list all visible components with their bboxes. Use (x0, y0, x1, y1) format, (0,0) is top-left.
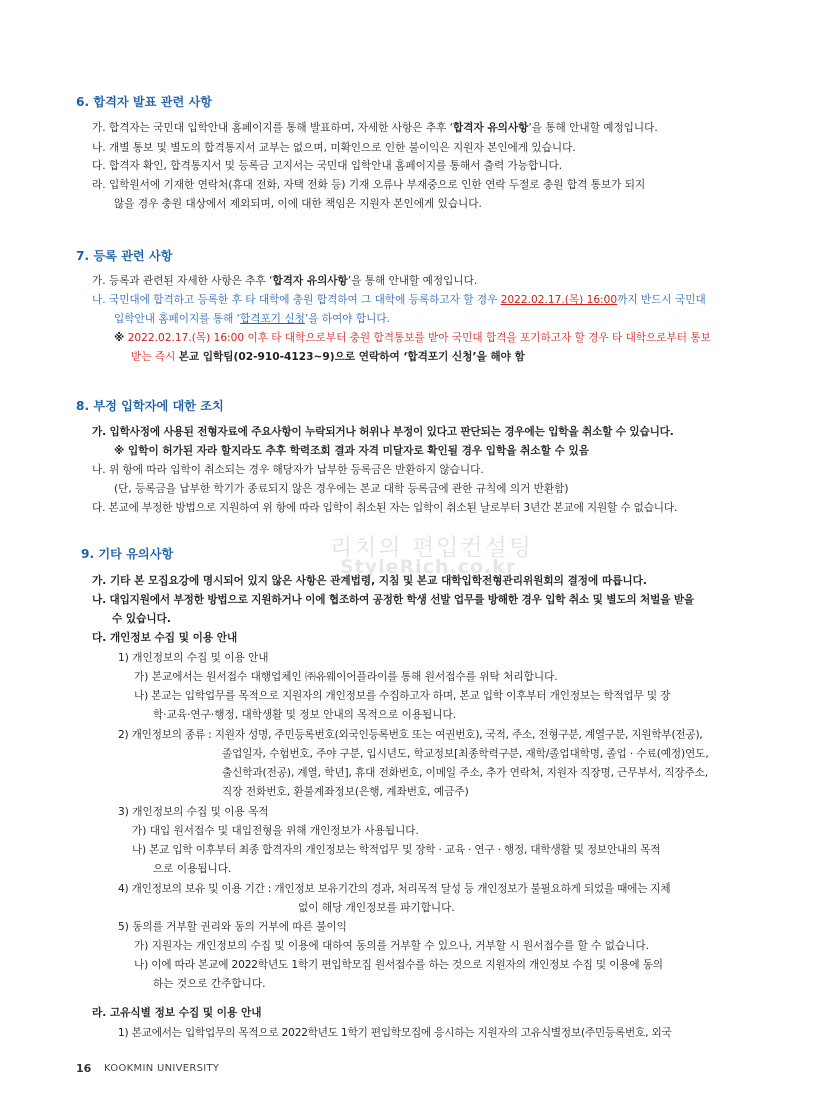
sec9-item-na-line2: 수 있습니다. (112, 613, 171, 625)
sec9-d3: 3) 개인정보의 수집 및 이용 목적 (118, 806, 269, 818)
sec6-item-da: 다. 합격자 확인, 합격통지서 및 등록금 고지서는 국민대 입학안내 홈페이지를 통해서 출력 가능합니다. (92, 160, 563, 172)
sec9-d5: 5) 동의를 거부할 권리와 동의 거부에 따른 불이익 (118, 921, 347, 933)
section-6-title: 6. 합격자 발표 관련 사항 (76, 95, 213, 109)
footer-university: KOOKMIN UNIVERSITY (104, 1063, 220, 1074)
sec8-item-na: 나. 위 항에 따라 입학이 취소되는 경우 해당자가 납부한 등록금은 반환하지 않습니다. (92, 464, 484, 476)
sec9-item-na-line1: 나. 대입지원에서 부정한 방법으로 지원하거나 이에 협조하여 공정한 학생 선발 업무를 방해한 경우 입학 취소 및 별도의 처벌을 받을 (92, 594, 694, 606)
sec8-item-da: 다. 본교에 부정한 방법으로 지원하여 위 항에 따라 입학이 취소된 자는 입학이 취소된 날로부터 3년간 본교에 지원할 수 없습니다. (92, 502, 678, 514)
note-mark-icon: ※ (114, 332, 125, 344)
section-7-title: 7. 등록 관련 사항 (76, 249, 173, 263)
sec9-d4-line1: 4) 개인정보의 보유 및 이용 기간 : 개인정보 보유기간의 경과, 처리목적 달성 등 개인정보가 불필요하게 되었을 때에는 지체 (118, 883, 671, 895)
sec9-d5-ga: 가) 지원자는 개인정보의 수집 및 이용에 대하여 동의를 거부할 수 있으나, 거부할 시 원서접수를 할 수 없습니다. (134, 940, 650, 952)
sec9-d1-na-line2: 학·교육·연구·행정, 대학생활 및 정보 안내의 목적으로 이용됩니다. (153, 709, 457, 721)
sec8-item-ga-note: ※ 입학이 허가된 자라 할지라도 추후 학력조회 결과 자격 미달자로 확인될 경우 입학을 취소할 수 있음 (114, 445, 589, 457)
sec9-d3-na-line2: 으로 이용됩니다. (153, 863, 232, 875)
sec7-item-na-line2: 입학안내 홈페이지를 통해 ‘합격포기 신청’을 하여야 합니다. (114, 313, 390, 325)
sec9-r1: 1) 본교에서는 입학업무의 목적으로 2022학년도 1학기 편입학모집에 응시하는 지원자의 고유식별정보(주민등록번호, 외국 (118, 1027, 672, 1039)
sec7-note-line1: ※ 2022.02.17.(목) 16:00 이후 타 대학으로부터 충원 합격통보를 받아 국민대 합격을 포기하고자 할 경우 타 대학으로부터 통보 (114, 332, 711, 344)
sec9-d1-na-line1: 나) 본교는 입학업무를 목적으로 지원자의 개인정보를 수집하고자 하며, 본교 입학 이후부터 개인정보는 학적업무 및 장 (134, 690, 671, 702)
sec8-item-na-note: (단, 등록금을 납부한 학기가 종료되지 않은 경우에는 본교 대학 등록금에 관한 규칙에 의거 반환함) (114, 483, 569, 495)
sec9-d2-line3: 출신학과(전공), 계열, 학년], 휴대 전화번호, 이메일 주소, 추가 연락처, 지원자 직장명, 근무부서, 직장주소, (222, 767, 709, 779)
sec6-item-na: 나. 개별 통보 및 별도의 합격통지서 교부는 없으며, 미확인으로 인한 불이익은 지원자 본인에게 있습니다. (92, 142, 576, 154)
sec9-d3-na-line1: 나) 본교 입학 이후부터 최종 합격자의 개인정보는 학적업무 및 장학 · 교육 · 연구 · 행정, 대학생활 및 정보안내의 목적 (132, 844, 661, 856)
sec8-item-ga: 가. 입학사정에 사용된 전형자료에 주요사항이 누락되거나 허위나 부정이 있다고 판단되는 경우에는 입학을 취소할 수 있습니다. (92, 426, 674, 438)
sec7-item-ga: 가. 등록과 관련된 자세한 사항은 추후 ‘합격자 유의사항’을 통해 안내할 예정입니다. (92, 275, 478, 287)
sec9-d5-na-line2: 하는 것으로 간주합니다. (153, 978, 266, 990)
sec9-d2-line4: 직장 전화번호, 환불계좌정보(은행, 계좌번호, 예금주) (222, 786, 469, 798)
sec9-d4-line2: 없이 해당 개인정보를 파기합니다. (298, 902, 455, 914)
watermark-text: 리치의 편입컨설팅 (330, 535, 534, 561)
watermark-url: StyleRich.co.kr (340, 556, 517, 578)
sec9-d2-line2: 졸업일자, 수험번호, 주야 구분, 입시년도, 학교정보[최종학력구분, 재학/졸업대학명, 졸업 · 수료(예정)연도, (222, 748, 709, 760)
section-8-title: 8. 부정 입학자에 대한 조치 (76, 399, 224, 413)
sec9-d3-ga: 가) 대입 원서접수 및 대입전형을 위해 개인정보가 사용됩니다. (132, 825, 419, 837)
sec9-d1-ga: 가) 본교에서는 원서접수 대행업체인 ㈜유웨이어플라이를 통해 원서접수를 위탁 처리합니다. (134, 671, 558, 683)
sec9-item-ga: 가. 기타 본 모집요강에 명시되어 있지 않은 사항은 관계법령, 지침 및 본교 대학입학전형관리위원회의 결정에 따릅니다. (92, 575, 647, 587)
sec9-item-da: 다. 개인정보 수집 및 이용 안내 (92, 632, 238, 644)
sec6-item-ra-line2: 않을 경우 충원 대상에서 제외되며, 이에 대한 책임은 지원자 본인에게 있습니다. (114, 198, 482, 210)
sec9-d2-line1: 2) 개인정보의 종류 : 지원자 성명, 주민등록번호(외국인등록번호 또는 여권번호), 국적, 주소, 전형구분, 계열구분, 지원학부(전공), (118, 729, 703, 741)
sec6-item-ga: 가. 합격자는 국민대 입학안내 홈페이지를 통해 발표하며, 자세한 사항은 추후 ‘합격자 유의사항’을 통해 안내할 예정입니다. (92, 122, 658, 134)
sec6-item-ra-line1: 라. 입학원서에 기재한 연락처(휴대 전화, 자택 전화 등) 기재 오류나 부재중으로 인한 연락 두절로 충원 합격 통보가 되지 (92, 179, 646, 191)
sec9-d5-na-line1: 나) 이에 따라 본교에 2022학년도 1학기 편입학모집 원서접수를 하는 것으로 지원자의 개인정보 수집 및 이용에 동의 (134, 959, 663, 971)
sec9-item-ra: 라. 고유식별 정보 수집 및 이용 안내 (92, 1007, 262, 1019)
sec7-item-na-line1: 나. 국민대에 합격하고 등록한 후 타 대학에 충원 합격하여 그 대학에 등록하고자 할 경우 2022.02.17.(목) 16:00까지 반드시 국민대 (92, 294, 706, 306)
sec7-note-line2: 받는 즉시 본교 입학팀(02-910-4123~9)으로 연락하여 ‘합격포기 신청’을 해야 함 (131, 351, 525, 363)
sec9-d1: 1) 개인정보의 수집 및 이용 안내 (118, 652, 269, 664)
page-number: 16 (76, 1062, 92, 1075)
section-9-title: 9. 기타 유의사항 (81, 547, 174, 561)
